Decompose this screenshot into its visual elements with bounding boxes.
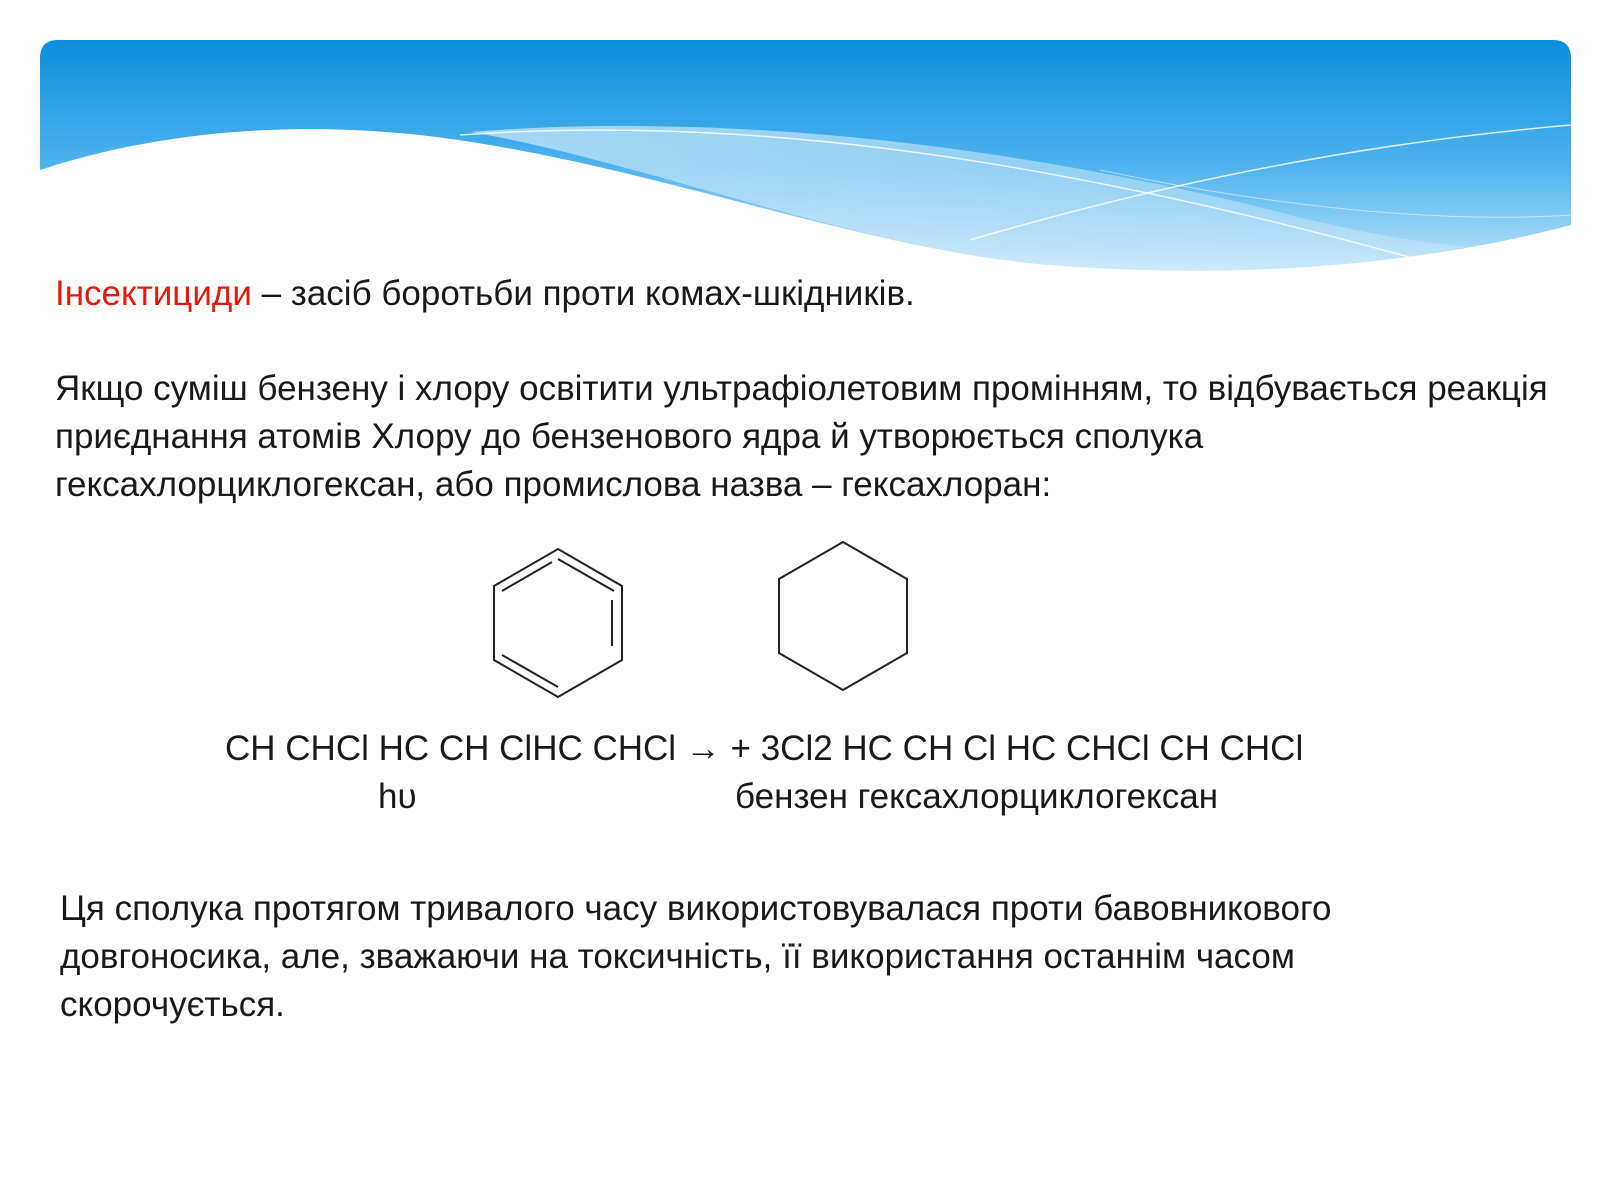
- reaction-catalyst: hυ: [378, 777, 417, 816]
- reaction-description: Якщо суміш бензену і хлору освітити ультрафіолетовим промінням, то відбувається реакція приєднання атомів Хлору до бензенового ядра й утворюється сполука гексахлорциклогексан, або промислова назва – гексахлоран:: [55, 369, 1548, 504]
- compound-names: бензен гексахлорциклогексан: [735, 777, 1219, 816]
- definition-term: Інсектициди: [55, 274, 252, 313]
- definition-text: – засіб боротьби проти комах-шкідників.: [251, 274, 915, 313]
- reaction-equation: CH CHCl HC CH ClHC CHCl → + 3Cl2 HC CH Cl HC CHCl CH CHCl: [225, 729, 1304, 768]
- definition-line: [55, 270, 1555, 318]
- usage-description: Ця сполука протягом тривалого часу використовувалася проти бавовникового довгоносика, але, зважаючи на токсичність, її використання останнім часом скорочується.: [60, 889, 1332, 1024]
- cyclohexane-structure: [775, 540, 935, 705]
- benzene-structure: [490, 545, 640, 710]
- header-wave-banner: [40, 40, 1571, 280]
